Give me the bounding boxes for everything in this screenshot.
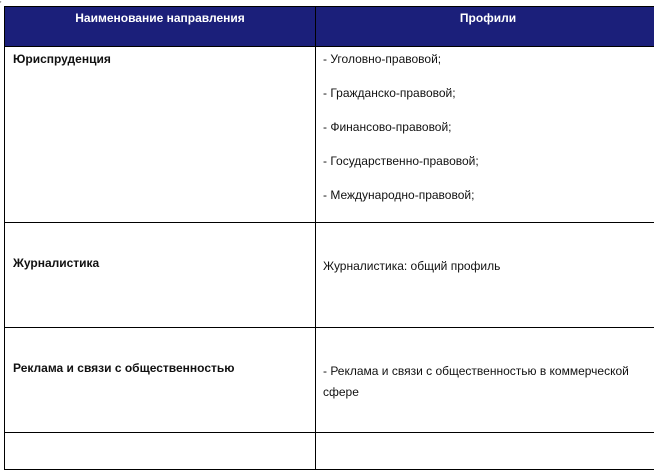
table-row [5,433,654,470]
profile-item: - Реклама и связи с общественностью в коммерческой сфере [323,329,654,403]
table-header-row [5,7,654,47]
profile-item: - Международно-правовой; [323,187,654,204]
direction-cell [5,433,316,470]
profile-item: - Государственно-правовой; [323,153,654,170]
table-row [5,328,654,433]
direction-cell [5,328,316,433]
corner-mark: ' [0,0,2,9]
table-row [5,47,654,223]
profile-item: - Уголовно-правовой; [323,51,654,68]
header-direction: Наименование направления [5,7,316,47]
profiles-cell [316,433,654,470]
direction-cell [5,47,316,223]
direction-name: Реклама и связи с общественностью [13,329,314,375]
table-row [5,223,654,328]
profiles-cell [316,223,654,328]
profile-item: Журналистика: общий профиль [323,224,654,277]
header-profiles: Профили [316,7,654,47]
profile-item: - Гражданско-правовой; [323,85,654,102]
direction-name: Юриспруденция [13,48,314,66]
profiles-cell [316,328,654,433]
profile-item: - Финансово-правовой; [323,119,654,136]
profiles-cell [316,47,654,223]
profiles-table [4,6,654,470]
document-page [4,6,654,454]
direction-name: Журналистика [13,224,314,270]
direction-cell [5,223,316,328]
